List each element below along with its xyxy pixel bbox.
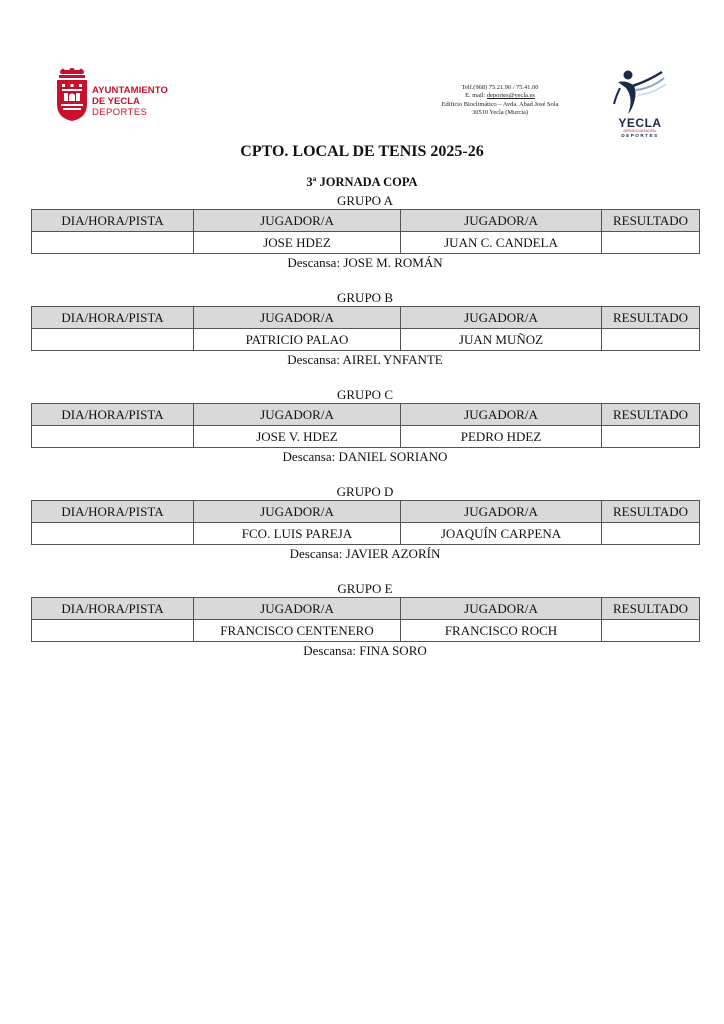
rest-line	[31, 448, 699, 466]
table-row	[32, 329, 700, 351]
col-header-result: RESULTADO	[602, 501, 700, 523]
rest-player: JOSE M. ROMÁN	[343, 255, 443, 270]
match-table	[31, 306, 700, 351]
table-header-row	[32, 404, 700, 426]
yecla-sub-2: DEPORTES	[621, 133, 659, 138]
table-row	[32, 232, 700, 254]
coat-of-arms-icon	[54, 68, 90, 122]
cell-player2: FRANCISCO ROCH	[401, 620, 602, 642]
group-name: GRUPO C	[337, 387, 393, 402]
col-header-slot: DIA/HORA/PISTA	[32, 404, 194, 426]
cell-player1: FCO. LUIS PAREJA	[194, 523, 401, 545]
table-header-row	[32, 501, 700, 523]
rest-player: AIREL YNFANTE	[342, 352, 443, 367]
rest-player: FINA SORO	[359, 643, 427, 658]
group-name: GRUPO E	[337, 581, 393, 596]
col-header-slot: DIA/HORA/PISTA	[32, 307, 194, 329]
cell-result	[602, 329, 700, 351]
rest-line	[31, 642, 699, 660]
cell-player2: PEDRO HDEZ	[401, 426, 602, 448]
athlete-figure-icon	[608, 68, 672, 116]
col-header-player1: JUGADOR/A	[194, 598, 401, 620]
group-b	[31, 289, 699, 369]
logo-line-1: AYUNTAMIENTO	[92, 85, 168, 96]
col-header-player2: JUGADOR/A	[401, 598, 602, 620]
rest-player: DANIEL SORIANO	[338, 449, 448, 464]
col-header-player1: JUGADOR/A	[194, 501, 401, 523]
rest-line	[31, 254, 699, 272]
rest-label: Descansa:	[289, 546, 343, 561]
table-row	[32, 523, 700, 545]
yecla-wordmark: YECLA	[618, 116, 662, 130]
cell-player1: JOSE HDEZ	[194, 232, 401, 254]
cell-player2: JUAN C. CANDELA	[401, 232, 602, 254]
cell-slot	[32, 523, 194, 545]
col-header-player2: JUGADOR/A	[401, 307, 602, 329]
group-a	[31, 192, 699, 272]
group-name: GRUPO D	[336, 484, 394, 499]
col-header-result: RESULTADO	[602, 404, 700, 426]
contact-info	[420, 84, 580, 117]
rest-label: Descansa:	[282, 449, 336, 464]
cell-result	[602, 523, 700, 545]
contact-phone: Telf.(968) 75.21.90 / 75.41.00	[461, 84, 539, 91]
logo-line-3: DEPORTES	[92, 107, 148, 118]
contact-email-link[interactable]: deportes@yecla.es	[486, 92, 535, 100]
col-header-slot: DIA/HORA/PISTA	[32, 501, 194, 523]
group-e	[31, 580, 699, 660]
cell-player1: FRANCISCO CENTENERO	[194, 620, 401, 642]
group-c	[31, 386, 699, 466]
yecla-sub-1: SERVICIO MUNICIPAL	[623, 129, 657, 133]
col-header-slot: DIA/HORA/PISTA	[32, 598, 194, 620]
rest-label: Descansa:	[287, 352, 340, 367]
col-header-slot: DIA/HORA/PISTA	[32, 210, 194, 232]
rest-label: Descansa:	[303, 643, 356, 658]
group-name: GRUPO B	[337, 290, 393, 305]
col-header-player1: JUGADOR/A	[194, 307, 401, 329]
col-header-result: RESULTADO	[602, 210, 700, 232]
cell-player2: JOAQUÍN CARPENA	[401, 523, 602, 545]
contact-city: 30510 Yecla (Murcia)	[472, 108, 528, 116]
table-row	[32, 620, 700, 642]
group-name: GRUPO A	[337, 193, 393, 208]
rest-player: JAVIER AZORÍN	[345, 546, 441, 561]
yecla-deportes-logo	[608, 68, 672, 140]
rest-line	[31, 545, 699, 563]
cell-slot	[32, 426, 194, 448]
cell-slot	[32, 232, 194, 254]
page-title: CPTO. LOCAL DE TENIS 2025-26	[240, 143, 484, 160]
col-header-player2: JUGADOR/A	[401, 210, 602, 232]
page-subtitle: 3ª JORNADA COPA	[306, 175, 418, 189]
col-header-player1: JUGADOR/A	[194, 404, 401, 426]
table-header-row	[32, 210, 700, 232]
cell-slot	[32, 329, 194, 351]
rest-line	[31, 351, 699, 369]
cell-result	[602, 426, 700, 448]
cell-slot	[32, 620, 194, 642]
rest-label: Descansa:	[287, 255, 341, 270]
table-header-row	[32, 598, 700, 620]
table-header-row	[32, 307, 700, 329]
match-table	[31, 209, 700, 254]
group-d	[31, 483, 699, 563]
cell-player2: JUAN MUÑOZ	[401, 329, 602, 351]
cell-player1: JOSE V. HDEZ	[194, 426, 401, 448]
table-row	[32, 426, 700, 448]
col-header-player2: JUGADOR/A	[401, 404, 602, 426]
cell-player1: PATRICIO PALAO	[194, 329, 401, 351]
match-table	[31, 500, 700, 545]
cell-result	[602, 620, 700, 642]
col-header-player1: JUGADOR/A	[194, 210, 401, 232]
col-header-player2: JUGADOR/A	[401, 501, 602, 523]
match-table	[31, 597, 700, 642]
contact-address: Edificio Bioclimático – Avda. Abad José Sola	[441, 100, 559, 108]
col-header-result: RESULTADO	[602, 598, 700, 620]
match-table	[31, 403, 700, 448]
contact-email-label: E. mail:	[465, 92, 486, 100]
col-header-result: RESULTADO	[602, 307, 700, 329]
ayuntamiento-logo	[54, 68, 184, 124]
cell-result	[602, 232, 700, 254]
logo-line-2: DE YECLA	[92, 96, 140, 107]
